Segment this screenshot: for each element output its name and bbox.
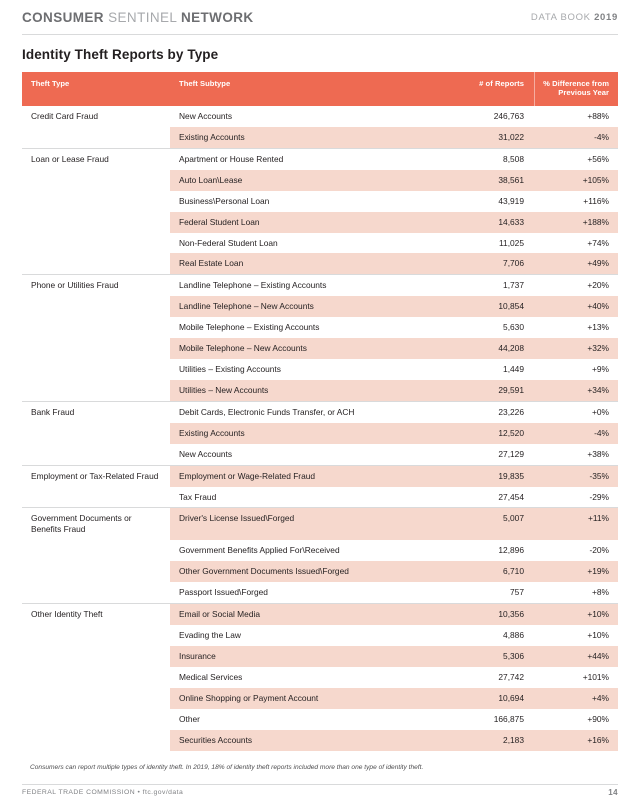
cell-theft-type [22, 359, 170, 380]
cell-difference: +0% [534, 401, 618, 422]
cell-difference: +38% [587, 448, 609, 459]
databook-text: DATA BOOK [530, 11, 591, 23]
table-row [22, 275, 618, 296]
cell-theft-type [22, 540, 170, 561]
table-row [22, 709, 618, 730]
table-row [22, 625, 618, 646]
column-header-theft-subtype: Theft Subtype [170, 72, 438, 106]
cell-theft-subtype: Driver's License Issued\Forged [170, 508, 438, 540]
table-row [22, 508, 618, 540]
table-row [22, 338, 618, 359]
cell-theft-subtype: Other [179, 713, 200, 724]
cell-reports: 27,129 [498, 448, 524, 459]
page-title: Identity Theft Reports by Type [22, 47, 219, 62]
table-container [0, 72, 640, 751]
cell-theft-subtype: Email or Social Media [170, 604, 438, 625]
cell-theft-subtype: Securities Accounts [170, 730, 438, 751]
cell-theft-type [22, 317, 170, 338]
cell-reports: 12,520 [438, 423, 534, 444]
cell-theft-type: Employment or Tax-Related Fraud [22, 465, 170, 486]
cell-reports: 246,763 [493, 110, 524, 121]
cell-theft-type [22, 296, 170, 317]
cell-theft-subtype: Landline Telephone – New Accounts [170, 296, 438, 317]
cell-reports: 27,454 [498, 491, 524, 502]
cell-reports: 757 [510, 587, 524, 598]
cell-theft-type [22, 212, 170, 233]
table-row [22, 359, 618, 380]
cell-theft-subtype: Existing Accounts [170, 423, 438, 444]
cell-difference: +4% [534, 688, 618, 709]
cell-difference: -4% [534, 423, 618, 444]
cell-theft-type: Phone or Utilities Fraud [22, 275, 170, 296]
cell-reports: 4,886 [503, 630, 524, 641]
cell-reports: 11,025 [499, 237, 524, 248]
table-row [22, 465, 618, 486]
cell-reports: 23,226 [438, 401, 534, 422]
table-row [22, 170, 618, 191]
cell-reports: 44,208 [438, 338, 534, 359]
cell-theft-subtype: Government Benefits Applied For\Received [179, 545, 340, 556]
table-row [22, 401, 618, 422]
identity-theft-reports-table [22, 72, 618, 751]
page-header [0, 0, 640, 34]
cell-theft-subtype: Online Shopping or Payment Account [170, 688, 438, 709]
cell-reports: 43,919 [498, 195, 524, 206]
brand-title [22, 10, 254, 25]
table-row [22, 233, 618, 254]
cell-reports: 19,835 [438, 465, 534, 486]
footer-page-number: 14 [608, 788, 618, 797]
cell-theft-type [22, 667, 170, 688]
cell-theft-subtype: Mobile Telephone – New Accounts [170, 338, 438, 359]
cell-difference: +16% [534, 730, 618, 751]
cell-difference: +9% [592, 364, 609, 375]
cell-reports: 29,591 [438, 380, 534, 401]
cell-theft-subtype: Non-Federal Student Loan [179, 237, 278, 248]
cell-difference: +56% [534, 148, 618, 169]
cell-difference: +116% [583, 195, 609, 206]
table-row [22, 253, 618, 274]
cell-theft-subtype: Utilities – New Accounts [170, 380, 438, 401]
cell-reports: 1,737 [438, 275, 534, 296]
cell-theft-type: Bank Fraud [22, 401, 170, 422]
cell-theft-type [22, 170, 170, 191]
cell-theft-subtype: Apartment or House Rented [170, 148, 438, 169]
cell-theft-subtype: Debit Cards, Electronic Funds Transfer, or ACH [170, 401, 438, 422]
cell-theft-type [22, 233, 170, 254]
cell-difference: +74% [587, 237, 609, 248]
cell-difference: +8% [592, 587, 609, 598]
cell-difference: +105% [534, 170, 618, 191]
cell-theft-subtype: Evading the Law [179, 630, 241, 641]
brand-word-network: NETWORK [180, 9, 254, 25]
cell-difference: +90% [587, 713, 609, 724]
cell-difference: +101% [582, 671, 609, 682]
table-footnote: Consumers can report multiple types of identity theft. In 2019, 18% of identity theft reports included more than one type of identity theft. [30, 764, 424, 771]
cell-reports: 31,022 [438, 127, 534, 148]
cell-theft-subtype: Existing Accounts [170, 127, 438, 148]
table-row [22, 212, 618, 233]
cell-theft-type [22, 444, 170, 465]
cell-reports: 10,356 [438, 604, 534, 625]
cell-theft-type [22, 688, 170, 709]
cell-reports: 27,742 [498, 671, 524, 682]
cell-theft-type [22, 423, 170, 444]
cell-difference: +40% [534, 296, 618, 317]
brand-word-sentinel: SENTINEL [108, 9, 177, 25]
cell-theft-subtype: Employment or Wage-Related Fraud [170, 465, 438, 486]
table-row [22, 667, 618, 688]
cell-theft-type [22, 191, 170, 212]
column-header-theft-type: Theft Type [22, 72, 170, 106]
cell-difference: +32% [534, 338, 618, 359]
cell-theft-type [22, 561, 170, 582]
cell-theft-subtype: Medical Services [179, 671, 243, 682]
cell-theft-type [22, 730, 170, 751]
cell-theft-subtype: Utilities – Existing Accounts [179, 364, 281, 375]
page-footer [22, 788, 618, 797]
cell-reports: 5,306 [438, 646, 534, 667]
cell-theft-type [22, 487, 170, 508]
table-row [22, 191, 618, 212]
cell-reports: 1,449 [503, 364, 524, 375]
cell-theft-subtype: Tax Fraud [179, 491, 217, 502]
cell-theft-subtype: Auto Loan\Lease [170, 170, 438, 191]
cell-theft-subtype: Other Government Documents Issued\Forged [170, 561, 438, 582]
cell-reports: 166,875 [493, 713, 524, 724]
cell-reports: 5,630 [503, 322, 524, 333]
table-row [22, 423, 618, 444]
cell-theft-subtype: New Accounts [179, 448, 233, 459]
cell-difference: +13% [587, 322, 609, 333]
cell-reports: 7,706 [438, 253, 534, 274]
cell-theft-type [22, 338, 170, 359]
table-header [22, 72, 618, 106]
databook-year: 2019 [594, 11, 618, 23]
cell-theft-subtype: Landline Telephone – Existing Accounts [170, 275, 438, 296]
table-row [22, 106, 618, 127]
table-row [22, 444, 618, 465]
cell-difference: +19% [534, 561, 618, 582]
cell-theft-type: Loan or Lease Fraud [22, 148, 170, 169]
cell-difference: +20% [534, 275, 618, 296]
cell-reports: 6,710 [438, 561, 534, 582]
cell-reports: 12,896 [498, 545, 524, 556]
cell-difference: +11% [534, 508, 618, 540]
cell-theft-type [22, 582, 170, 603]
cell-reports: 5,007 [438, 508, 534, 540]
brand-word-consumer: CONSUMER [22, 9, 104, 25]
cell-theft-type [22, 646, 170, 667]
cell-theft-type: Credit Card Fraud [31, 110, 99, 121]
cell-difference: +49% [534, 253, 618, 274]
cell-theft-type [22, 127, 170, 148]
cell-theft-subtype: Business\Personal Loan [179, 195, 270, 206]
table-row [22, 730, 618, 751]
table-body [22, 106, 618, 751]
cell-theft-type: Government Documents or Benefits Fraud [22, 508, 170, 540]
table-row [22, 296, 618, 317]
column-header-difference: % Difference from Previous Year [534, 72, 618, 106]
cell-difference: +88% [587, 110, 609, 121]
cell-theft-type [22, 380, 170, 401]
cell-theft-subtype: Federal Student Loan [170, 212, 438, 233]
cell-theft-subtype: Insurance [170, 646, 438, 667]
table-row [22, 127, 618, 148]
cell-theft-subtype: Real Estate Loan [170, 253, 438, 274]
header-divider [22, 34, 618, 35]
column-header-reports: # of Reports [438, 72, 534, 106]
table-row [22, 380, 618, 401]
cell-theft-subtype: Passport Issued\Forged [179, 587, 268, 598]
cell-reports: 10,854 [438, 296, 534, 317]
cell-difference: +44% [534, 646, 618, 667]
cell-theft-subtype: Mobile Telephone – Existing Accounts [179, 322, 320, 333]
table-row [22, 317, 618, 338]
cell-difference: +188% [534, 212, 618, 233]
table-row [22, 688, 618, 709]
cell-reports: 8,508 [438, 148, 534, 169]
cell-difference: -35% [534, 465, 618, 486]
footer-divider [22, 784, 618, 785]
table-row [22, 561, 618, 582]
databook-label [531, 12, 618, 23]
cell-difference: +34% [534, 380, 618, 401]
cell-reports: 14,633 [438, 212, 534, 233]
cell-difference: -4% [534, 127, 618, 148]
cell-theft-type: Other Identity Theft [22, 604, 170, 625]
table-row [22, 646, 618, 667]
cell-reports: 38,561 [438, 170, 534, 191]
table-row [22, 540, 618, 561]
table-row [22, 604, 618, 625]
cell-difference: +10% [587, 630, 609, 641]
cell-reports: 2,183 [438, 730, 534, 751]
cell-theft-type [22, 253, 170, 274]
cell-theft-subtype: New Accounts [179, 110, 233, 121]
table-row [22, 582, 618, 603]
cell-difference: +10% [534, 604, 618, 625]
cell-reports: 10,694 [438, 688, 534, 709]
footer-agency: FEDERAL TRADE COMMISSION • ftc.gov/data [22, 789, 184, 796]
table-header-row [22, 72, 618, 106]
cell-difference: -20% [589, 545, 609, 556]
table-row [22, 487, 618, 508]
cell-theft-type [22, 709, 170, 730]
cell-theft-type [22, 625, 170, 646]
table-row [22, 148, 618, 169]
cell-difference: -29% [589, 491, 609, 502]
